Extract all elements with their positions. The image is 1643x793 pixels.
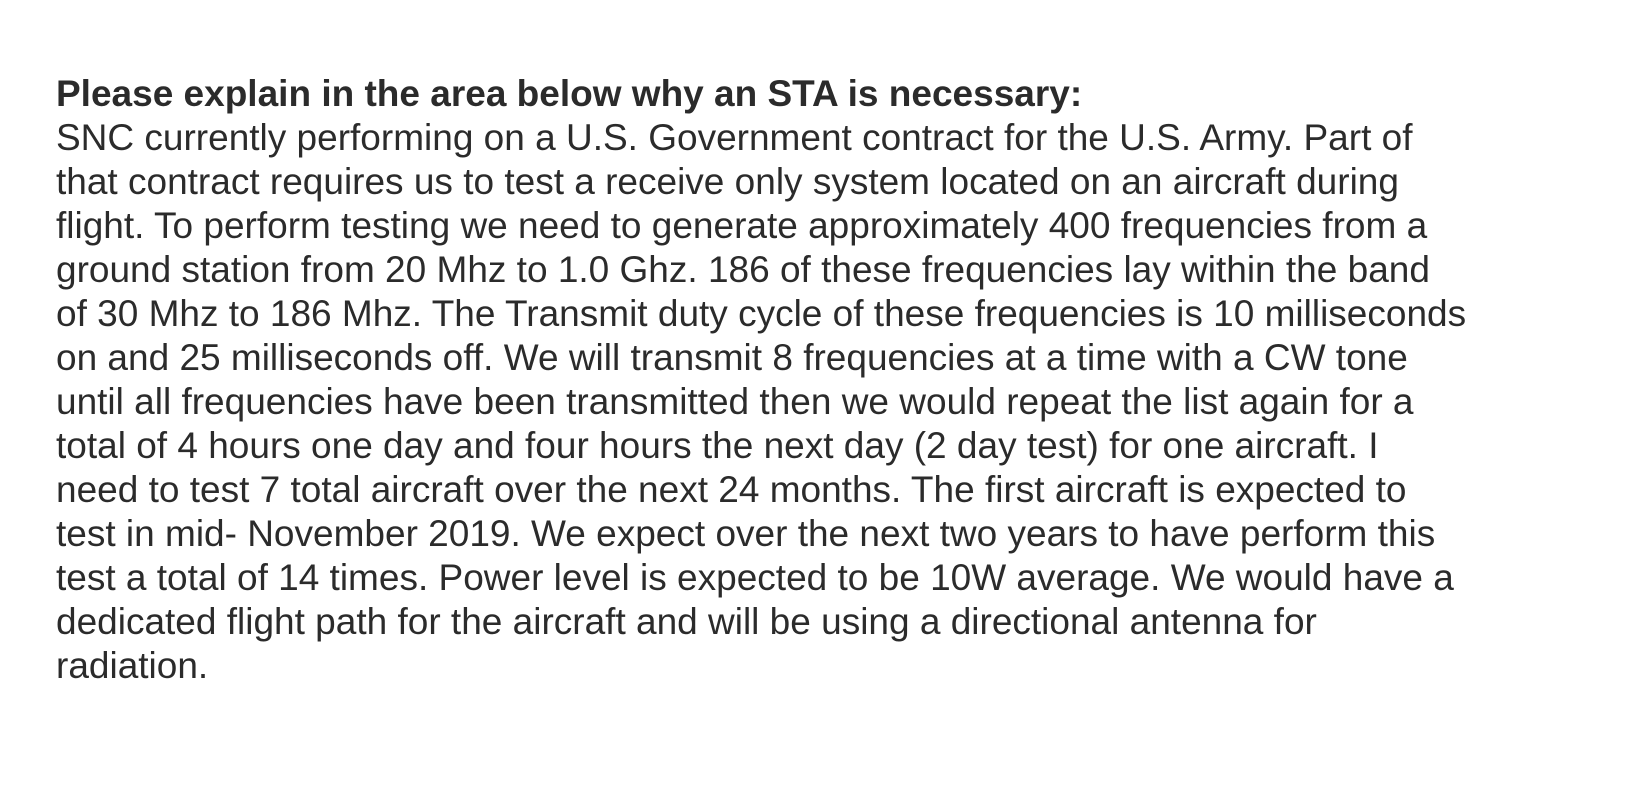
explanation-line: need to test 7 total aircraft over the next 24 months. The first aircraft is expected to (56, 469, 1407, 510)
explanation-line: on and 25 milliseconds off. We will transmit 8 frequencies at a time with a CW tone (56, 337, 1408, 378)
explanation-line: that contract requires us to test a receive only system located on an aircraft during (56, 161, 1399, 202)
explanation-line: SNC currently performing on a U.S. Government contract for the U.S. Army. Part of (56, 117, 1413, 158)
explanation-line: dedicated flight path for the aircraft and will be using a directional antenna for (56, 601, 1317, 642)
sta-explanation-text (56, 116, 1536, 688)
explanation-line: ground station from 20 Mhz to 1.0 Ghz. 186 of these frequencies lay within the band (56, 249, 1430, 290)
sta-question-heading: Please explain in the area below why an STA is necessary: (56, 73, 1083, 114)
sta-justification-section (56, 72, 1536, 688)
explanation-line: until all frequencies have been transmitted then we would repeat the list again for a (56, 381, 1414, 422)
explanation-line: test a total of 14 times. Power level is expected to be 10W average. We would have a (56, 557, 1454, 598)
explanation-line: total of 4 hours one day and four hours the next day (2 day test) for one aircraft. I (56, 425, 1379, 466)
explanation-line: radiation. (56, 645, 209, 686)
explanation-line: test in mid- November 2019. We expect over the next two years to have perform this (56, 513, 1436, 554)
explanation-line: flight. To perform testing we need to generate approximately 400 frequencies from a (56, 205, 1428, 246)
explanation-line: of 30 Mhz to 186 Mhz. The Transmit duty cycle of these frequencies is 10 milliseconds (56, 293, 1467, 334)
